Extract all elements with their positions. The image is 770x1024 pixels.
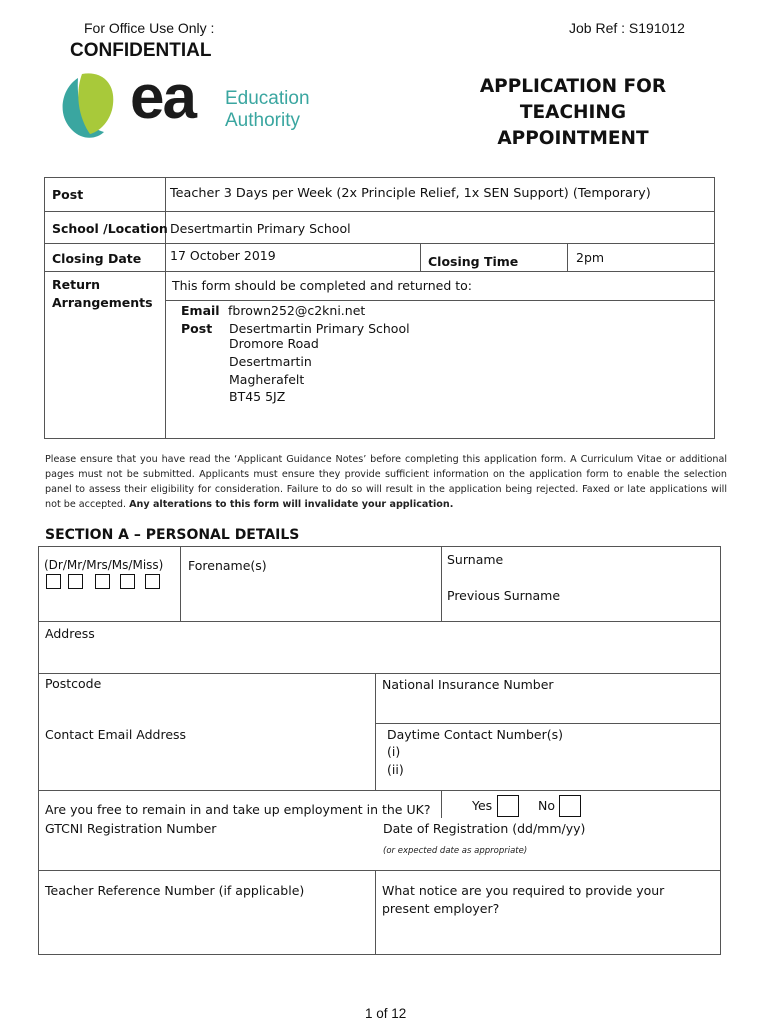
page-number: 1 of 12 xyxy=(365,1006,407,1021)
postcode-input[interactable] xyxy=(45,694,374,720)
daytime-number-ii-input[interactable] xyxy=(408,760,719,780)
title-line1: APPLICATION FOR xyxy=(479,76,667,97)
post-address-label: Post xyxy=(181,321,213,336)
registration-date-note: (or expected date as appropriate) xyxy=(383,846,528,856)
notice-bold-text: Any alterations to this form will invalidate your application. xyxy=(129,499,454,510)
return-label-1: Return xyxy=(52,277,101,292)
office-use-label: For Office Use Only : xyxy=(84,20,215,36)
post-value: Teacher 3 Days per Week (2x Principle Relief, 1x SEN Support) (Temporary) xyxy=(170,186,651,201)
registration-date-label: Date of Registration (dd/mm/yy) xyxy=(383,821,586,836)
school-label: School /Location xyxy=(52,221,168,236)
surname-label: Surname xyxy=(447,552,504,567)
teacher-ref-input[interactable] xyxy=(45,905,374,947)
address-input[interactable] xyxy=(45,644,719,670)
notice-period-label-2: present employer? xyxy=(382,901,500,916)
ni-number-label: National Insurance Number xyxy=(382,677,554,692)
school-value: Desertmartin Primary School xyxy=(170,221,351,236)
post-label: Post xyxy=(52,187,84,202)
gtcni-label: GTCNI Registration Number xyxy=(45,821,217,836)
return-label-2: Arrangements xyxy=(52,295,153,310)
section-a-heading: SECTION A – PERSONAL DETAILS xyxy=(45,527,300,543)
ea-logo xyxy=(58,63,338,142)
addr-line-3: Desertmartin xyxy=(229,354,312,369)
job-ref: Job Ref : S191012 xyxy=(569,20,685,36)
email-value: fbrown252@c2kni.net xyxy=(228,303,366,318)
addr-line-2: Dromore Road xyxy=(229,336,319,351)
teacher-ref-label: Teacher Reference Number (if applicable) xyxy=(45,883,305,898)
yes-label: Yes xyxy=(472,798,493,813)
daytime-number-i-input[interactable] xyxy=(405,742,719,762)
title-miss-checkbox[interactable] xyxy=(145,574,160,589)
no-label: No xyxy=(538,798,555,813)
closing-date-value: 17 October 2019 xyxy=(170,248,276,263)
confidential-label: CONFIDENTIAL xyxy=(70,40,212,61)
ni-number-input[interactable] xyxy=(382,695,719,721)
previous-surname-input[interactable] xyxy=(566,586,720,608)
uk-employment-yes-checkbox[interactable] xyxy=(497,795,519,817)
uk-employment-question: Are you free to remain in and take up employment in the UK? xyxy=(45,802,431,817)
leaf-logo-icon xyxy=(58,70,128,142)
logo-line1: Education xyxy=(225,88,310,109)
gtcni-input[interactable] xyxy=(45,840,374,866)
logo-ea-text: ea xyxy=(130,63,195,132)
title-line2: TEACHING APPOINTMENT xyxy=(497,102,649,149)
title-ms-checkbox[interactable] xyxy=(120,574,135,589)
daytime-number-ii-label: (ii) xyxy=(387,762,404,777)
addr-line-5: BT45 5JZ xyxy=(229,389,286,404)
uk-employment-no-checkbox[interactable] xyxy=(559,795,581,817)
title-dr-checkbox[interactable] xyxy=(46,574,61,589)
contact-email-label: Contact Email Address xyxy=(45,727,187,742)
title-mrs-checkbox[interactable] xyxy=(95,574,110,589)
address-label: Address xyxy=(45,626,95,641)
addr-line-1: Desertmartin Primary School xyxy=(229,321,410,336)
closing-date-label: Closing Date xyxy=(52,251,142,266)
contact-email-input[interactable] xyxy=(45,748,374,780)
notice-period-label-1: What notice are you required to provide your xyxy=(382,883,665,898)
daytime-number-label: Daytime Contact Number(s) xyxy=(387,727,563,742)
guidance-notice xyxy=(45,452,727,512)
forename-label: Forename(s) xyxy=(188,558,267,573)
logo-line2: Authority xyxy=(225,110,300,131)
email-label: Email xyxy=(181,303,220,318)
forename-input[interactable] xyxy=(188,578,440,610)
notice-period-input[interactable] xyxy=(382,920,719,950)
surname-input[interactable] xyxy=(520,550,719,572)
daytime-number-i-label: (i) xyxy=(387,744,401,759)
addr-line-4: Magherafelt xyxy=(229,372,305,387)
form-title xyxy=(448,74,698,152)
postcode-label: Postcode xyxy=(45,676,102,691)
title-options-label: (Dr/Mr/Mrs/Ms/Miss) xyxy=(44,558,164,572)
previous-surname-label: Previous Surname xyxy=(447,588,561,603)
notice-text: Please ensure that you have read the ‘Applicant Guidance Notes’ before completing this application form. A Curriculum Vitae or additional pages must not be submitted. Applicants must ensure they provide sufficient information on the application form to enable the selection panel to assess their eligibility for consideration. Failure to do so will result in the application being rejected. Faxed or late applications will not be accepted. xyxy=(45,454,727,510)
title-mr-checkbox[interactable] xyxy=(68,574,83,589)
closing-time-value: 2pm xyxy=(576,250,605,265)
return-intro: This form should be completed and returned to: xyxy=(172,278,472,293)
closing-time-label: Closing Time xyxy=(428,254,519,269)
